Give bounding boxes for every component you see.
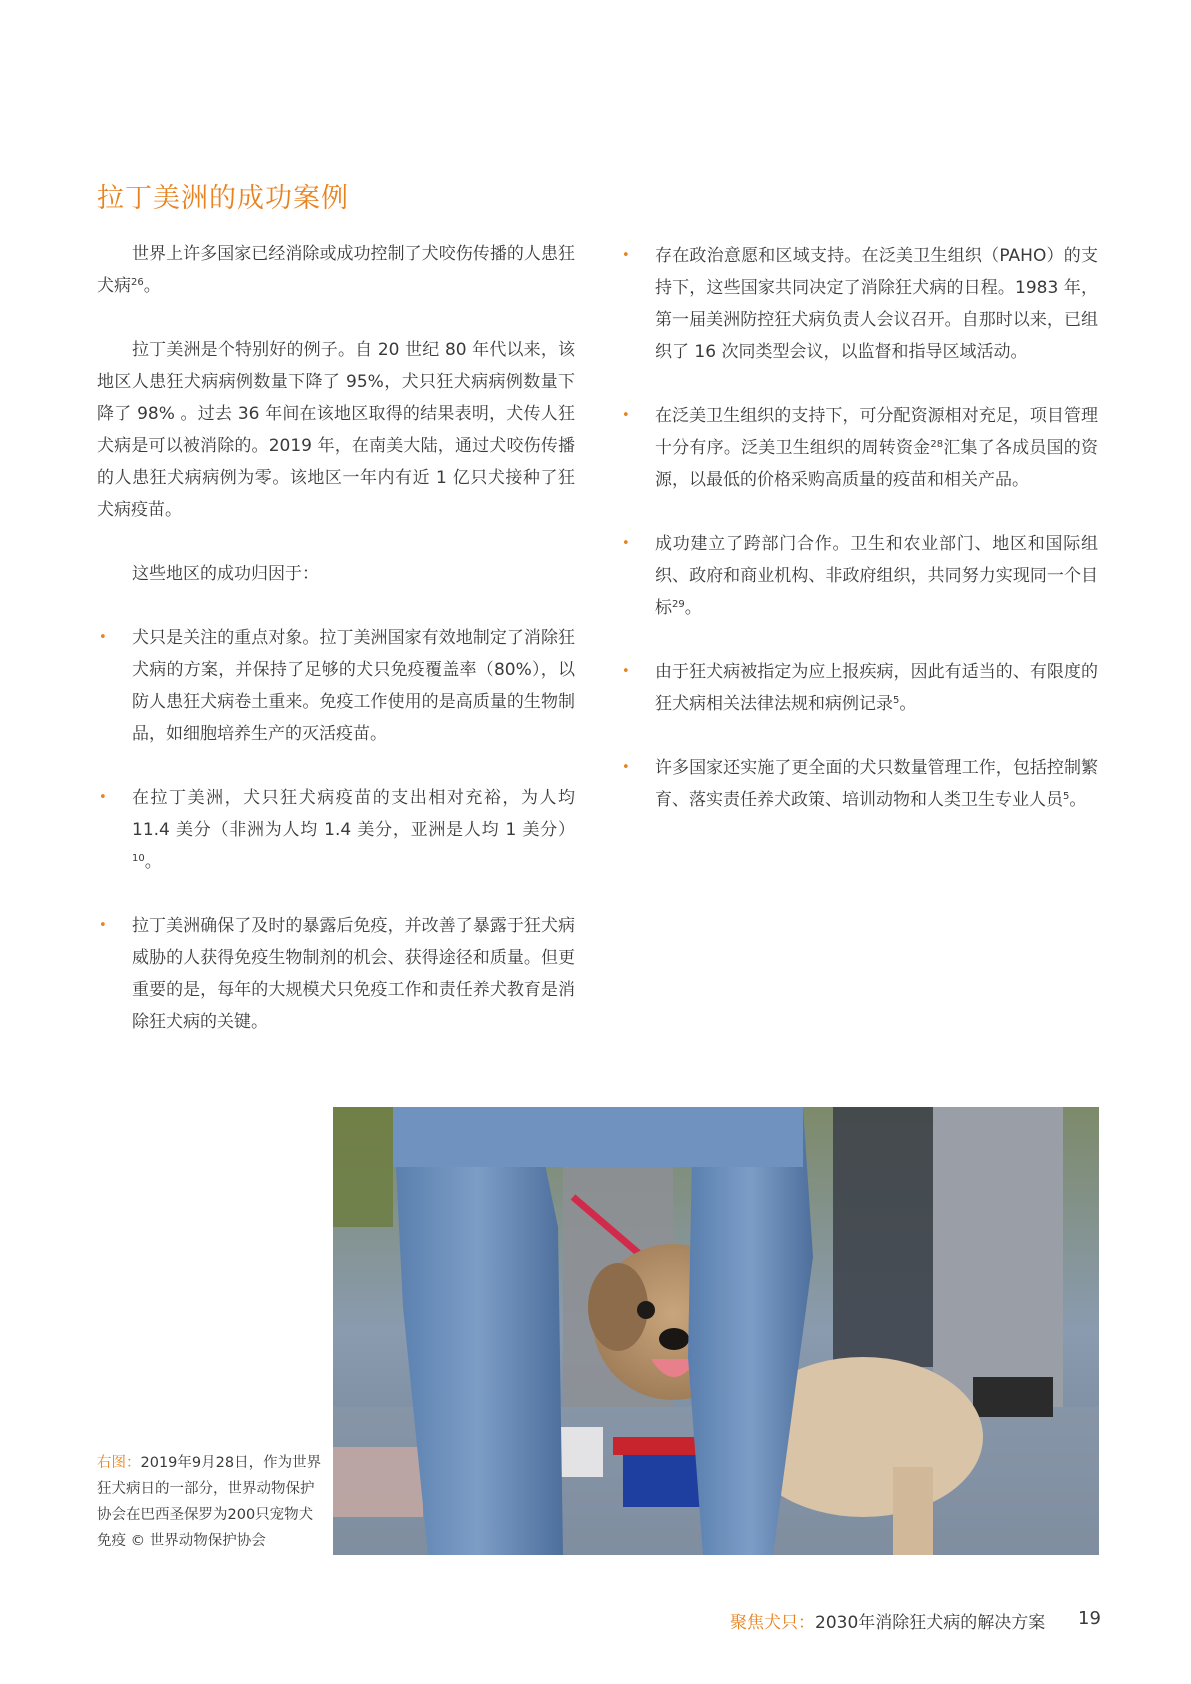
footer-series: 聚焦犬只： <box>730 1613 815 1633</box>
bullet-item <box>97 910 575 1038</box>
bullet-icon: • <box>99 630 107 645</box>
photo-caption <box>97 1450 322 1554</box>
bullet-text: 在泛美卫生组织的支持下，可分配资源相对充足，项目管理十分有序。泛美卫生组织的周转资金 <box>655 406 1098 458</box>
bullet-icon: • <box>622 408 630 423</box>
bullet-icon: • <box>622 248 630 263</box>
bullet-item <box>620 752 1098 816</box>
page-number: 19 <box>1078 1608 1101 1629</box>
bullet-text: 存在政治意愿和区域支持。在泛美卫生组织（PAHO）的支持下，这些国家共同决定了消除狂犬病的日程。1983 年，第一届美洲防控狂犬病负责人会议召开。自那时以来，已组织了 16 次同类型会议，以监督和指导区域活动。 <box>655 246 1098 362</box>
intro-text: 世界上许多国家已经消除或成功控制了犬咬伤传播的人患狂犬病 <box>97 244 575 296</box>
reference-mark: 10 <box>132 853 145 864</box>
punctuation: 。 <box>1069 790 1087 810</box>
bullet-item <box>620 400 1098 496</box>
latin-america-paragraph: 拉丁美洲是个特别好的例子。自 20 世纪 80 年代以来，该地区人患狂犬病病例数量下降了 95%，犬只狂犬病病例数量下降了 98% 。过去 36 年间在该地区取得的结果表明，犬传人狂犬病是可以被消除的。2019 年，在南美大陆，通过犬咬伤传播的人患狂犬病病例为零。该地区一年内有近 1 亿只犬接种了狂犬病疫苗。 <box>97 340 575 520</box>
bullet-icon: • <box>99 918 107 933</box>
dog-photo <box>333 1107 1099 1555</box>
success-factors-intro: 这些地区的成功归因于： <box>132 564 319 584</box>
bullet-text: 成功建立了跨部门合作。卫生和农业部门、地区和国际组织、政府和商业机构、非政府组织，共同努力实现同一个目标 <box>655 534 1098 618</box>
punctuation: 。 <box>144 852 162 872</box>
reference-mark: 5 <box>893 695 900 706</box>
caption-text: 2019年9月28日，作为世界狂犬病日的一部分，世界动物保护协会在巴西圣保罗为200只宠物犬免疫 © 世界动物保护协会 <box>97 1455 322 1549</box>
bullet-item <box>620 528 1098 624</box>
right-column <box>620 240 1098 848</box>
bullet-icon: • <box>622 760 630 775</box>
punctuation: 。 <box>684 598 702 618</box>
footer-title: 2030年消除狂犬病的解决方案 <box>815 1613 1046 1633</box>
reference-mark: 29 <box>672 599 685 610</box>
left-column <box>97 238 575 1070</box>
bullet-text: 在拉丁美洲，犬只狂犬病疫苗的支出相对充裕，为人均 11.4 美分（非洲为人均 1.4 美分，亚洲是人均 1 美分） <box>132 788 575 840</box>
bullet-item <box>97 782 575 878</box>
reference-mark: 5 <box>1063 791 1070 802</box>
caption-lead: 右图： <box>97 1455 141 1471</box>
reference-mark: 28 <box>930 439 944 450</box>
section-title: 拉丁美洲的成功案例 <box>97 183 349 214</box>
reference-mark: 26 <box>131 277 144 288</box>
bullet-item <box>620 656 1098 720</box>
bullet-text: 由于狂犬病被指定为应上报疾病，因此有适当的、有限度的狂犬病相关法律法规和病例记录 <box>655 662 1098 714</box>
bullet-text: 拉丁美洲确保了及时的暴露后免疫，并改善了暴露于狂犬病威胁的人获得免疫生物制剂的机会、获得途径和质量。但更重要的是，每年的大规模犬只免疫工作和责任养犬教育是消除狂犬病的关键。 <box>132 916 575 1032</box>
bullet-item <box>97 622 575 750</box>
bullet-icon: • <box>99 790 107 805</box>
bullet-icon: • <box>622 536 630 551</box>
bullet-text: 犬只是关注的重点对象。拉丁美洲国家有效地制定了消除狂犬病的方案，并保持了足够的犬只免疫覆盖率（80%），以防人患狂犬病卷土重来。免疫工作使用的是高质量的生物制品，如细胞培养生产的灭活疫苗。 <box>132 628 575 744</box>
bullet-text: 许多国家还实施了更全面的犬只数量管理工作，包括控制繁育、落实责任养犬政策、培训动物和人类卫生专业人员 <box>655 758 1098 810</box>
punctuation: 。 <box>899 694 917 714</box>
page-footer <box>730 1608 1045 1633</box>
bullet-icon: • <box>622 664 630 679</box>
bullet-item <box>620 240 1098 368</box>
bullet-text: 汇集了各成员国的资源，以最低的价格采购高质量的疫苗和相关产品。 <box>655 438 1099 490</box>
punctuation: 。 <box>143 276 161 296</box>
dog-photo-illustration <box>333 1107 1099 1555</box>
intro-paragraph <box>97 238 575 302</box>
